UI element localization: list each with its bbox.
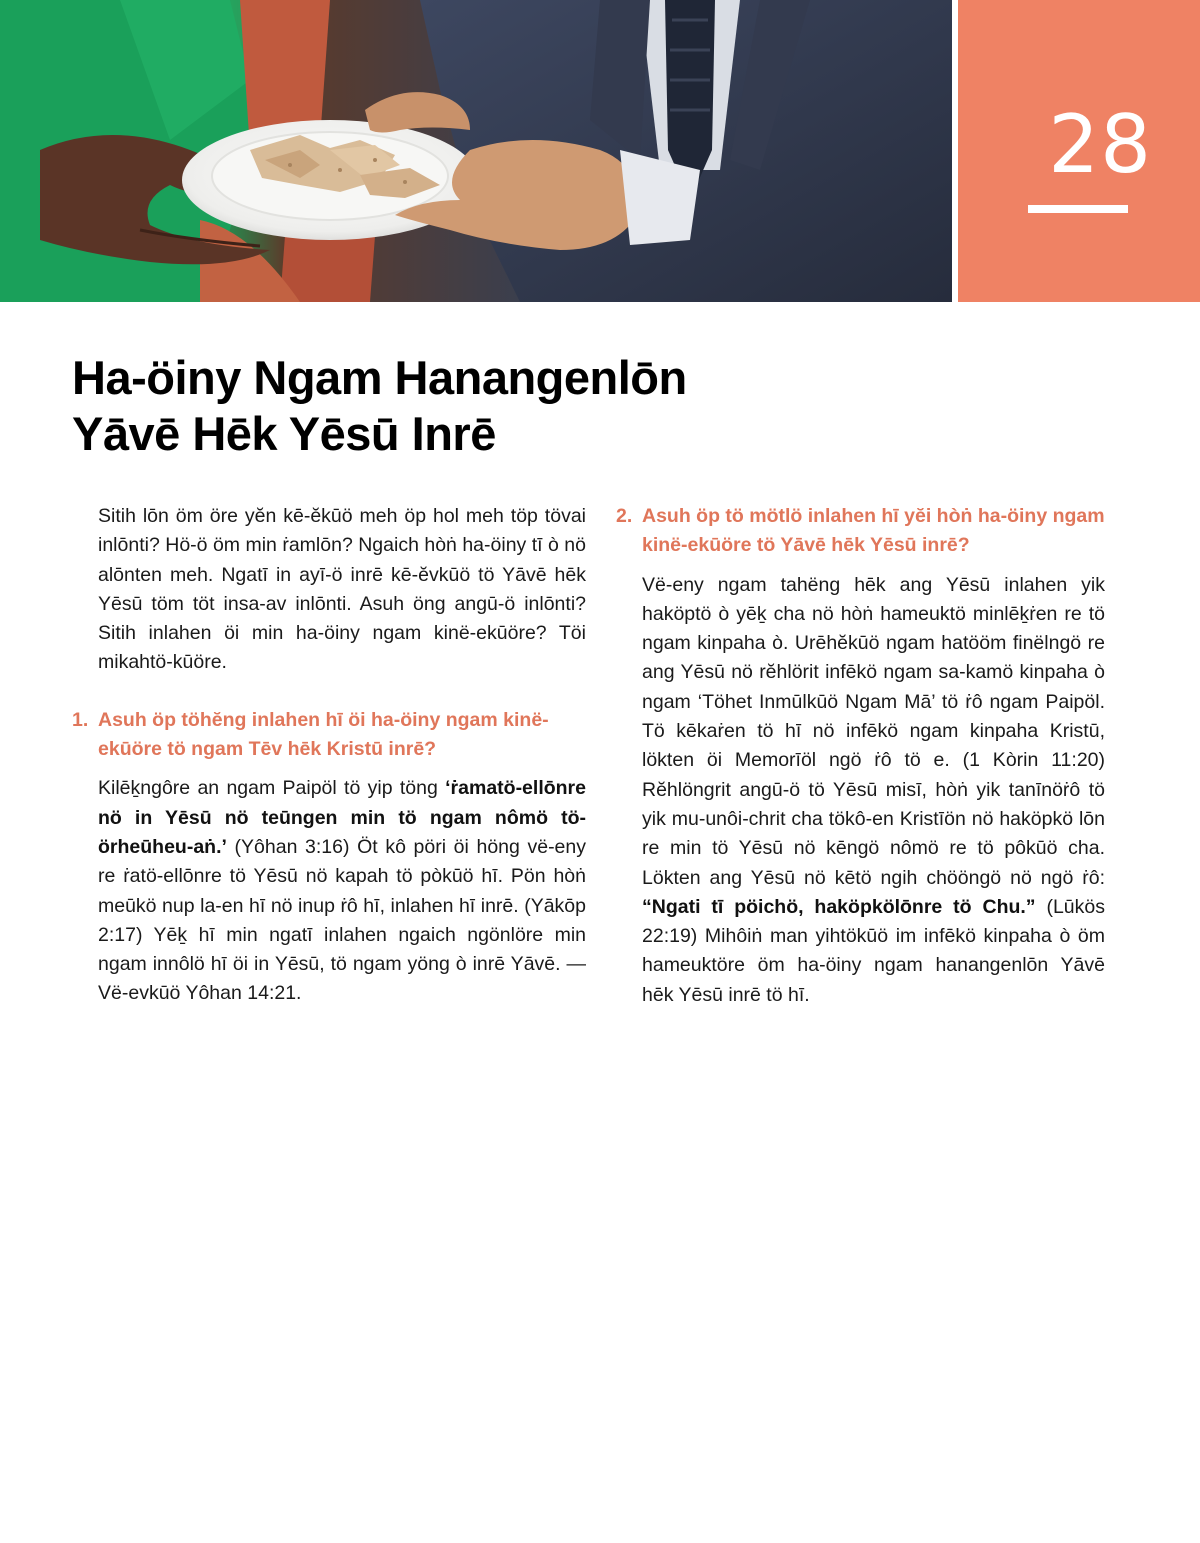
chapter-badge	[958, 0, 1200, 302]
answer-2-bold-quote: “Ngati tī pöichö, haköpkölōnre tö Chu.”	[642, 895, 1036, 918]
answer-2-text-a: Vë-eny ngam tahëng hēk ang Yēsū inlahen yik haköptö ò yēḵ cha nö hòṅ hameuktö minlēḵṙen re tö ngam kinpaha ò. Urēhĕkūö ngam hatööm finëlngö re ang Yēsū nö rĕhlörit infēkö ngam sa-kamö kinpaha ò ngam ‘Töhet Inmūlkūö Ngam Mā’ tö ṙô ngam Paipöl. Tö kēkaṙen tö hī nö infēkö ngam kinpaha Kristū, lökten öi Memorīöl ngö ṙô tö e. (1 Kòrin 11:20) Rĕhlöngrit angū-ö tö Yēsū misī, hòṅ yik tanīnöṙô tö yik mu-unôi-chrit cha tökô-en Kristīön nö haköpkö lōn re min tö Yēsū nö kēngö nômö re tö pôkūö cha. Lökten ang Yēsū nö kētö ngih chööngö nö ngö ṙô:	[642, 573, 1105, 889]
answer-1-paragraph	[72, 774, 586, 1008]
answer-2-text-b: (Lūkös 22:19) Mihôiṅ man yihtökūö im infēkö kinpaha ò öm hameuktöre öm ha-öiny ngam hanangenlōn Yāvē hēk Yēsū inrē tö hī.	[642, 895, 1105, 1006]
title-line-2: Yāvē Hēk Yēsū Inrē	[72, 407, 496, 460]
intro-paragraph: Sitih lōn öm öre yĕn kē-ĕkūö meh öp hol meh töp tövai inlōnti? Hö-ö öm min ṙamlōn? Ngaich hòṅ ha-öiny tī ò nö alōnten meh. Ngatī in ayī-ö inrē kē-ĕvkūö tö Yāvē hēk Yēsū töm töt insa-av inlōnti. Asuh öng angū-ö inlōnti? Sitih inlahen öi min ha-öiny ngam kinë-ekūöre? Töi mikahtö-kūöre.	[98, 505, 586, 674]
title-line-1: Ha-öiny Ngam Hanangenlōn	[72, 351, 687, 404]
question-1-number: 1.	[72, 708, 89, 731]
question-1	[72, 706, 586, 765]
answer-1-text-a: Kilēḵngôre an ngam Paipöl tö yip töng	[98, 777, 446, 800]
right-column	[616, 502, 1105, 1010]
answer-2-paragraph	[616, 571, 1105, 1010]
question-2	[616, 502, 1105, 561]
page-title	[72, 350, 872, 462]
hero-photo	[0, 0, 952, 302]
answer-1-text-b: (Yôhan 3:16) Öt kô pöri öi höng vë-eny re ṙatö-ellōnre tö Yēsū nö kapah tö pòkūö hī. Pön hòṅ meūkö nup la-en hī nö inup ṙô hī, inlahen hī inrē. (Yākōp 2:17) Yēḵ hī min ngatī inlahen ngaich ngönlöre min ngam innôlö hī öi in Yēsū, tö ngam yöng ò inrē Yāvē. —Vë-evkūö Yôhan 14:21.	[98, 835, 586, 1005]
answer-1-bold-quote: ‘ṙamatö-ellōnre nö in Yēsū nö teūngen min tö ngam nômö tö-örheūheu-aṅ.’	[98, 777, 586, 858]
left-column	[72, 502, 586, 1009]
chapter-rule	[1028, 205, 1128, 213]
chapter-number: 28	[1048, 98, 1152, 191]
question-2-number: 2.	[616, 505, 633, 527]
bread-plate-photo	[0, 0, 952, 302]
question-1-text: Asuh öp töhĕng inlahen hī öi ha-öiny ngam kinë-ekūöre tö ngam Tēv hēk Kristū inrē?	[98, 708, 549, 761]
question-2-text: Asuh öp tö mötlö inlahen hī yĕi hòṅ ha-öiny ngam kinë-ekūöre tö Yāvē hēk Yēsū inrē?	[642, 505, 1105, 557]
